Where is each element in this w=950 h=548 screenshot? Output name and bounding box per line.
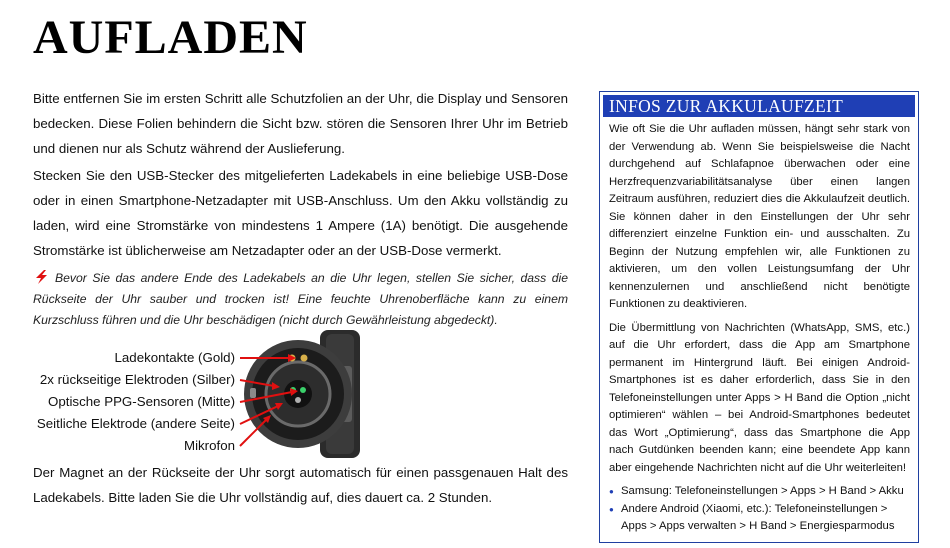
warning-note <box>33 268 568 331</box>
paragraph-magnet-charging-time: Der Magnet an der Rückseite der Uhr sorgt automatisch für einen passgenauen Halt des Ladekabels. Bitte laden Sie die Uhr vollständig auf, dies dauert ca. 2 Stunden. <box>33 465 568 505</box>
list-item-samsung: ● Samsung: Telefoneinstellungen > Apps > H Band > Akku <box>621 483 910 501</box>
battery-info-paragraph-notifications: Die Übermittlung von Nachrichten (WhatsApp, SMS, etc.) auf die Uhr erfordert, dass die App am Smartphone permanent im Hintergrund läuft. Bei einigen Android-Smartphones ist es daher erforderlich, dass Sie in den Telefoneinstellungen unter Apps > H Band die Option „nicht optimieren“ wählen – bei Android-Smartphones bedeutet das Wort „Optimierung“, dass das Smartphone die App nach Gutdünken beenden kann; eine beendete App kann aber eingehende Nachrichten nicht auf die Uhr weiterleiten! <box>609 321 910 474</box>
battery-info-heading: INFOS ZUR AKKULAUFZEIT <box>603 95 915 117</box>
battery-info-box <box>599 91 919 543</box>
charging-section <box>33 163 568 263</box>
settings-path-list <box>609 483 910 536</box>
label-rear-electrodes: 2x rückseitige Elektroden (Silber) <box>39 372 235 387</box>
label-side-electrode: Seitliche Elektrode (andere Seite) <box>36 416 235 431</box>
page-title: AUFLADEN <box>33 11 308 64</box>
paragraph-usb-charging: Stecken Sie den USB-Stecker des mitgelieferten Ladekabels in eine beliebige USB-Dose oder in einen Smartphone-Netzadapter mit USB-Anschluss. Um den Akku vollständig zu laden, wird eine Stromstärke von mindestens 1 Ampere (1A) benötigt. Die ausgehende Stromstärke ist üblicherweise am Netzadapter oder an der USB-Dose vermerkt. <box>33 168 568 258</box>
list-item-other-android: ● Andere Android (Xiaomi, etc.): Telefoneinstellungen > Apps > Apps verwalten > H Band > Energiesparmodus <box>621 501 910 536</box>
watch-label-list <box>0 347 235 457</box>
intro-section <box>33 86 568 161</box>
label-ppg-sensors: Optische PPG-Sensoren (Mitte) <box>48 394 235 409</box>
lightning-warning-icon <box>33 270 49 284</box>
warning-text: Bevor Sie das andere Ende des Ladekabels an die Uhr legen, stellen Sie sicher, dass die Rückseite der Uhr sauber und trocken ist! Eine feuchte Uhrenoberfläche kann zu einem Kurzschluss führen und die Uhr beschädigen (nicht durch Gewährleistung abgedeckt). <box>33 271 568 327</box>
battery-info-paragraph-usage: Wie oft Sie die Uhr aufladen müssen, hängt sehr stark von der Verwendung ab. Wenn Sie beispielsweise die Nacht durchgehend auf Schlafapnoe überwachen oder eine Herzfrequenzvariabilitätsanalyse über einen langen Zeitraum ausführen, reduziert dies die Akkulaufzeit deutlich. Sie können daher in den Einstellungen der Uhr sehr differenziert einzelne Funktion ein- und ausschalten. Zu Beginn der Nutzung empfehlen wir, alle Funktionen zu aktivieren, um den vollen Leistungsumfang der Uhr kennenzulernen und anschließend nicht benötigte Funktionen zu deaktivieren. <box>609 123 910 310</box>
paragraph-remove-foils: Bitte entfernen Sie im ersten Schritt alle Schutzfolien an der Uhr, die Display und Sensoren bedecken. Diese Folien behindern die Sicht bzw. stören die Sensoren Ihrer Uhr im Betrieb und dienen nur als Schutz während der Auslieferung. <box>33 91 568 156</box>
label-microphone: Mikrofon <box>184 438 235 453</box>
watch-back-illustration <box>230 330 390 458</box>
label-charging-contacts: Ladekontakte (Gold) <box>114 350 235 365</box>
closing-section <box>33 460 568 510</box>
